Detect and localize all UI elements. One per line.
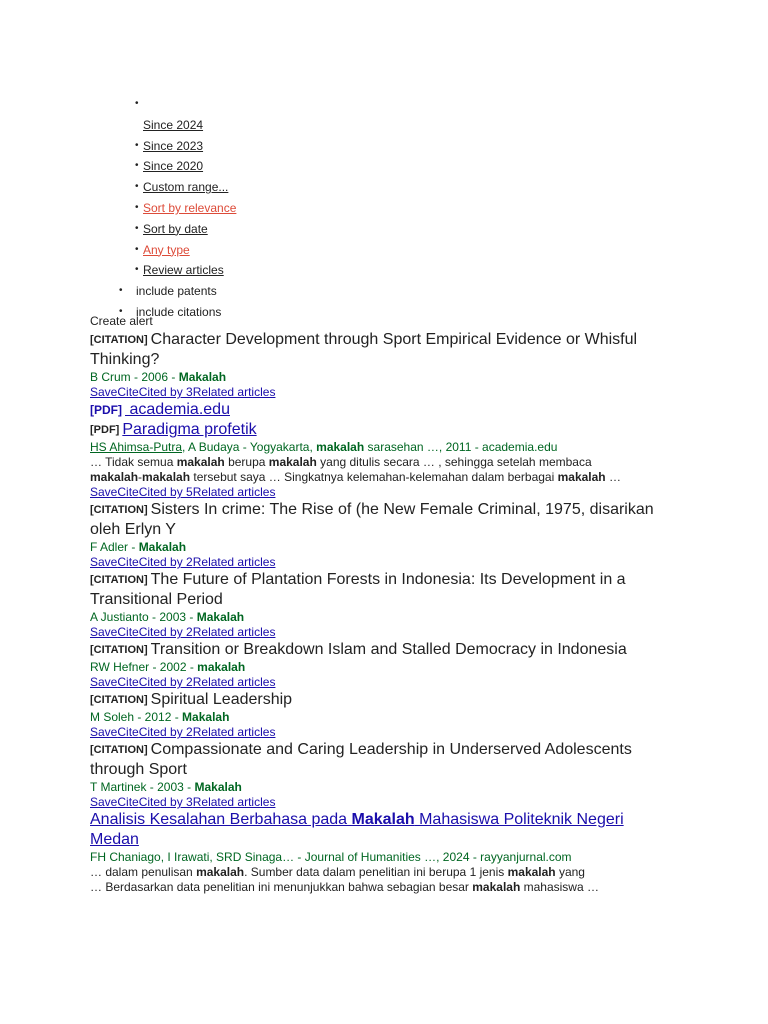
include-patents-label[interactable]: include patents <box>136 284 217 299</box>
author-link[interactable]: HS Ahimsa-Putra <box>90 440 183 454</box>
result-actions <box>90 675 660 690</box>
citation-tag: [CITATION] <box>90 744 148 756</box>
cited-by-link[interactable]: Cited by 3 <box>138 385 193 399</box>
pdf-source-link[interactable]: academia.edu <box>125 401 230 418</box>
cite-link[interactable]: Cite <box>117 625 139 639</box>
result-pdf-link <box>90 400 660 420</box>
sort-by-relevance-link[interactable]: Sort by relevance <box>143 200 237 215</box>
result-meta <box>90 370 660 385</box>
filter-custom-range-link[interactable]: Custom range... <box>143 180 229 195</box>
result-meta <box>90 780 660 795</box>
related-articles-link[interactable]: Related articles <box>192 725 276 739</box>
save-link[interactable]: Save <box>90 485 118 499</box>
snippet-text: tersebut saya … Singkatnya kelemahan-kelemahan dalam berbagai <box>190 470 558 484</box>
meta-text: RW Hefner - 2002 - <box>90 660 198 674</box>
result-title-text[interactable]: Compassionate and Caring Leadership in Underserved Adolescents through Sport <box>90 741 632 778</box>
citation-tag: [CITATION] <box>90 644 148 656</box>
filter-since-2023-link[interactable]: Since 2023 <box>143 138 204 153</box>
snippet-bold: makalah <box>196 865 245 879</box>
related-articles-link[interactable]: Related articles <box>192 555 276 569</box>
result-actions <box>90 795 660 810</box>
result-actions <box>90 555 660 570</box>
title-bold: Makalah <box>351 811 415 828</box>
bullet-icon: • <box>135 264 139 276</box>
result-title <box>90 690 660 710</box>
cite-link[interactable]: Cite <box>117 795 139 809</box>
result-title-text[interactable]: Character Development through Sport Empirical Evidence or Whisful Thinking? <box>90 331 638 368</box>
save-link[interactable]: Save <box>90 675 118 689</box>
result-meta <box>90 610 660 625</box>
result-meta <box>90 540 660 555</box>
meta-text: B Crum - 2006 - <box>90 370 179 384</box>
meta-source: Makalah <box>196 610 245 624</box>
bullet-icon: • <box>135 139 139 151</box>
result-meta <box>90 710 660 725</box>
result-actions <box>90 725 660 740</box>
snippet-text: … Tidak semua <box>90 455 177 469</box>
result-title-text[interactable]: The Future of Plantation Forests in Indonesia: Its Development in a Transitional Period <box>90 571 626 608</box>
meta-source: Makalah <box>138 540 187 554</box>
snippet-text: . Sumber data dalam penelitian ini berupa 1 jenis <box>244 865 508 879</box>
snippet-text: … <box>605 470 621 484</box>
result-meta <box>90 440 660 455</box>
cited-by-link[interactable]: Cited by 3 <box>138 795 193 809</box>
title-text: Analisis Kesalahan Berbahasa pada <box>90 811 352 828</box>
related-articles-link[interactable]: Related articles <box>192 485 276 499</box>
snippet-bold: makalah <box>268 455 317 469</box>
bullet-icon: • <box>135 222 139 234</box>
result-title-text[interactable]: Sisters In crime: The Rise of (he New Female Criminal, 1975, disarikan oleh Erlyn Y <box>90 501 654 538</box>
result-title <box>90 640 660 660</box>
result-snippet <box>90 455 660 485</box>
related-articles-link[interactable]: Related articles <box>192 625 276 639</box>
result-title-link[interactable]: Paradigma profetik <box>122 421 257 438</box>
save-link[interactable]: Save <box>90 795 118 809</box>
filter-item-since-2020 <box>0 156 236 177</box>
snippet-bold: makalah <box>90 470 139 484</box>
snippet-text: yang <box>555 865 585 879</box>
filter-item-sort-relevance <box>0 198 236 219</box>
include-citations-label[interactable]: include citations <box>136 304 222 319</box>
cite-link[interactable]: Cite <box>117 385 139 399</box>
citation-tag: [CITATION] <box>90 504 148 516</box>
result-item <box>90 570 660 640</box>
result-title-text[interactable]: Transition or Breakdown Islam and Stalled Democracy in Indonesia <box>150 641 627 658</box>
snippet-bold: makalah <box>557 470 606 484</box>
citation-tag: [CITATION] <box>90 334 148 346</box>
filter-item-empty <box>0 94 236 115</box>
filter-item-custom-range <box>0 177 236 198</box>
meta-text: M Soleh - 2012 - <box>90 710 183 724</box>
result-title <box>90 330 660 370</box>
result-item <box>90 740 660 810</box>
bullet-icon: • <box>119 285 123 297</box>
filter-since-2020-link[interactable]: Since 2020 <box>143 159 204 174</box>
snippet-text: … dalam penulisan <box>90 865 197 879</box>
citation-tag: [CITATION] <box>90 574 148 586</box>
result-item <box>90 640 660 690</box>
snippet-text: … Berdasarkan data penelitian ini menunjukkan bahwa sebagian besar <box>90 880 473 894</box>
related-articles-link[interactable]: Related articles <box>192 675 276 689</box>
snippet-text: yang ditulis secara … , sehingga setelah membaca <box>316 455 592 469</box>
pdf-tag: [PDF] <box>90 424 120 436</box>
snippet-bold: makalah <box>472 880 521 894</box>
result-title <box>90 810 660 850</box>
cited-by-link[interactable]: Cited by 2 <box>138 625 193 639</box>
meta-source: Makalah <box>178 370 227 384</box>
result-title <box>90 420 660 440</box>
save-link[interactable]: Save <box>90 725 118 739</box>
result-actions <box>90 625 660 640</box>
meta-source: Makalah <box>194 780 242 794</box>
meta-text: T Martinek - 2003 - <box>90 780 195 794</box>
meta-text: , A Budaya - Yogyakarta, <box>182 440 317 454</box>
bullet-icon: • <box>119 305 123 317</box>
bullet-icon: • <box>135 181 139 193</box>
filter-item-since-2024 <box>0 115 236 136</box>
result-title <box>90 740 660 780</box>
snippet-text: berupa <box>224 455 269 469</box>
create-alert-link[interactable]: Create alert <box>90 314 153 328</box>
bullet-icon: • <box>135 98 139 109</box>
filter-list <box>0 94 236 323</box>
result-title-link[interactable] <box>90 811 624 848</box>
citation-tag: [CITATION] <box>90 694 148 706</box>
save-link[interactable]: Save <box>90 555 118 569</box>
result-meta <box>90 660 660 675</box>
result-snippet <box>90 865 660 895</box>
result-title <box>90 400 660 420</box>
result-item <box>90 500 660 570</box>
related-articles-link[interactable]: Related articles <box>192 795 276 809</box>
snippet-bold: makalah <box>142 470 191 484</box>
result-item <box>90 420 660 500</box>
meta-text: FH Chaniago, I Irawati, SRD Sinaga… - Journal of Humanities …, 2024 - rayyanjurnal.com <box>90 850 572 864</box>
cite-link[interactable]: Cite <box>117 555 139 569</box>
snippet-bold: makalah <box>176 455 225 469</box>
snippet-bold: makalah <box>507 865 556 879</box>
result-item <box>90 810 660 895</box>
meta-text: F Adler - <box>90 540 139 554</box>
result-meta <box>90 850 660 865</box>
meta-text: A Justianto - 2003 - <box>90 610 197 624</box>
meta-source: makalah <box>197 660 246 674</box>
filter-item-sort-date <box>0 219 236 240</box>
cite-link[interactable]: Cite <box>117 485 139 499</box>
bullet-icon: • <box>135 201 139 213</box>
filter-item-include-patents[interactable] <box>0 281 236 302</box>
result-title-text[interactable]: Spiritual Leadership <box>150 691 293 708</box>
filter-since-2024-link[interactable]: Since 2024 <box>143 117 204 132</box>
any-type-link[interactable]: Any type <box>143 242 190 257</box>
meta-source: Makalah <box>182 710 230 724</box>
filter-item-any-type <box>0 240 236 261</box>
result-title <box>90 570 660 610</box>
results-list <box>90 330 660 895</box>
meta-source: makalah <box>316 440 365 454</box>
cited-by-link[interactable]: Cited by 2 <box>138 675 193 689</box>
result-item <box>90 330 660 400</box>
result-title <box>90 500 660 540</box>
meta-text: sarasehan …, 2011 - academia.edu <box>364 440 558 454</box>
snippet-text: mahasiswa … <box>520 880 599 894</box>
filter-item-review-articles <box>0 260 236 281</box>
cited-by-link[interactable]: Cited by 2 <box>138 725 193 739</box>
cite-link[interactable]: Cite <box>117 725 139 739</box>
related-articles-link[interactable]: Related articles <box>192 385 276 399</box>
bullet-icon: • <box>135 160 139 172</box>
result-item <box>90 690 660 740</box>
filter-item-since-2023 <box>0 136 236 157</box>
cited-by-link[interactable]: Cited by 2 <box>138 555 193 569</box>
review-articles-link[interactable]: Review articles <box>143 263 224 278</box>
title-text: Mahasiswa Politeknik Negeri Medan <box>90 811 624 848</box>
result-actions <box>90 385 660 400</box>
pdf-tag[interactable]: [PDF] <box>90 403 122 417</box>
sort-by-date-link[interactable]: Sort by date <box>143 221 208 236</box>
cited-by-link[interactable]: Cited by 5 <box>138 485 193 499</box>
snippet-text: - <box>138 470 143 484</box>
save-link[interactable]: Save <box>90 385 118 399</box>
save-link[interactable]: Save <box>90 625 118 639</box>
cite-link[interactable]: Cite <box>117 675 139 689</box>
bullet-icon: • <box>135 243 139 255</box>
result-actions <box>90 485 660 500</box>
